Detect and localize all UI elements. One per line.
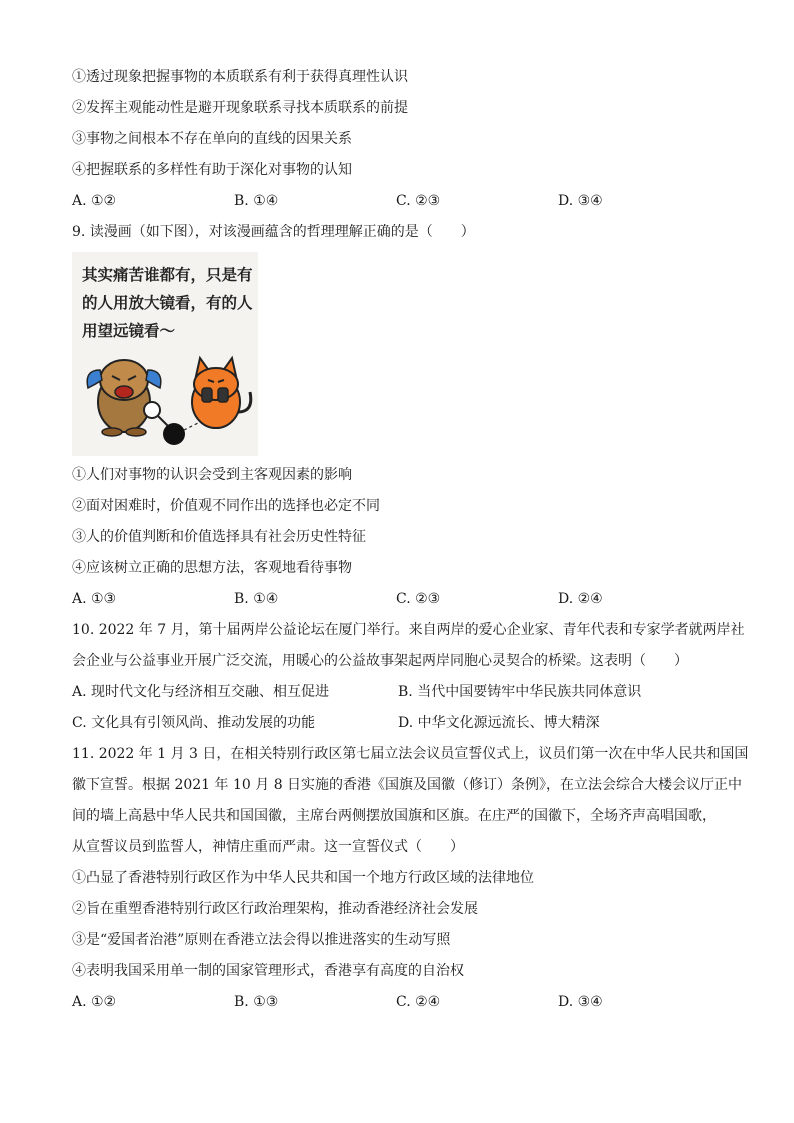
q11-option-a[interactable]: A. ①②	[72, 994, 117, 1010]
q8-statement-3: ③事物之间根本不存在单向的直线的因果关系	[72, 131, 352, 147]
question-10	[72, 615, 745, 739]
cartoon-caption-line-2: 的人用放大镜看，有的人	[82, 294, 253, 312]
q9-option-a[interactable]: A. ①③	[72, 591, 117, 607]
q9-stem: 9. 读漫画（如下图），对该漫画蕴含的哲理理解正确的是（ ）	[72, 224, 475, 240]
q11-statement-4: ④表明我国采用单一制的国家管理形式，香港享有高度的自治权	[72, 963, 464, 979]
q8-option-d[interactable]: D. ③④	[558, 193, 603, 209]
q10-option-b[interactable]: B. 当代中国要铸牢中华民族共同体意识	[398, 684, 642, 700]
q9-statement-2: ②面对困难时，价值观不同作出的选择也必定不同	[72, 498, 380, 514]
black-ball	[163, 423, 185, 445]
question-11	[72, 739, 749, 1018]
q9-option-b[interactable]: B. ①④	[234, 591, 279, 607]
q8-statement-1: ①透过现象把握事物的本质联系有利于获得真理性认识	[72, 69, 408, 85]
q9-options	[72, 584, 732, 615]
question-9	[72, 217, 732, 615]
q10-stem-line-1: 10. 2022 年 7 月，第十届两岸公益论坛在厦门举行。来自两岸的爱心企业家、青年代表和专家学者就两岸社	[72, 622, 745, 638]
q11-stem-line-3: 间的墙上高悬中华人民共和国国徽，主席台两侧摆放国旗和区旗。在庄严的国徽下，全场齐声高唱国歌，	[72, 808, 716, 824]
cartoon-illustration	[72, 252, 258, 456]
q9-option-d[interactable]: D. ②④	[558, 591, 603, 607]
q11-options	[72, 987, 732, 1018]
q10-option-c[interactable]: C. 文化具有引领风尚、推动发展的功能	[72, 715, 316, 731]
q10-options-row-1	[72, 677, 732, 708]
q8-option-a[interactable]: A. ①②	[72, 193, 117, 209]
cartoon-caption-line-3: 用望远镜看～	[82, 322, 176, 340]
q11-stem-line-2: 徽下宣誓。根据 2021 年 10 月 8 日实施的香港《国旗及国徽（修订）条例》，在立法会综合大楼会议厅正中	[72, 777, 743, 793]
q8-option-b[interactable]: B. ①④	[234, 193, 279, 209]
q11-option-d[interactable]: D. ③④	[558, 994, 603, 1010]
q11-stem-line-4: 从宣誓议员到监誓人，神情庄重而严肃。这一宣誓仪式（ ）	[72, 839, 464, 855]
q11-statement-3: ③是“爱国者治港”原则在香港立法会得以推进落实的生动写照	[72, 932, 451, 948]
q10-stem-line-2: 会企业与公益事业开展广泛交流，用暖心的公益故事架起两岸同胞心灵契合的桥梁。这表明（ ）	[72, 653, 688, 669]
q8-option-c[interactable]: C. ②③	[396, 193, 441, 209]
q9-option-c[interactable]: C. ②③	[396, 591, 441, 607]
q9-statement-4: ④应该树立正确的思想方法，客观地看待事物	[72, 560, 352, 576]
q8-statement-4: ④把握联系的多样性有助于深化对事物的认知	[72, 162, 352, 178]
q8-statement-2: ②发挥主观能动性是避开现象联系寻找本质联系的前提	[72, 100, 408, 116]
q8-options	[72, 186, 732, 217]
q11-option-c[interactable]: C. ②④	[396, 994, 441, 1010]
question-8	[72, 62, 732, 217]
cartoon-caption-line-1: 其实痛苦谁都有，只是有	[82, 266, 253, 284]
q10-options-row-2	[72, 708, 732, 739]
q11-statement-2: ②旨在重塑香港特别行政区行政治理架构，推动香港经济社会发展	[72, 901, 478, 917]
q11-stem-line-1: 11. 2022 年 1 月 3 日，在相关特别行政区第七届立法会议员宣誓仪式上，议员们第一次在中华人民共和国国	[72, 746, 749, 762]
q10-option-d[interactable]: D. 中华文化源远流长、博大精深	[398, 715, 600, 731]
q11-option-b[interactable]: B. ①③	[234, 994, 279, 1010]
q9-statement-3: ③人的价值判断和价值选择具有社会历史性特征	[72, 529, 366, 545]
q9-cartoon-image	[72, 252, 258, 456]
exam-page	[72, 62, 749, 1018]
q10-option-a[interactable]: A. 现时代文化与经济相互交融、相互促进	[72, 684, 330, 700]
q11-statement-1: ①凸显了香港特别行政区作为中华人民共和国一个地方行政区域的法律地位	[72, 870, 534, 886]
q9-statement-1: ①人们对事物的认识会受到主客观因素的影响	[72, 467, 352, 483]
